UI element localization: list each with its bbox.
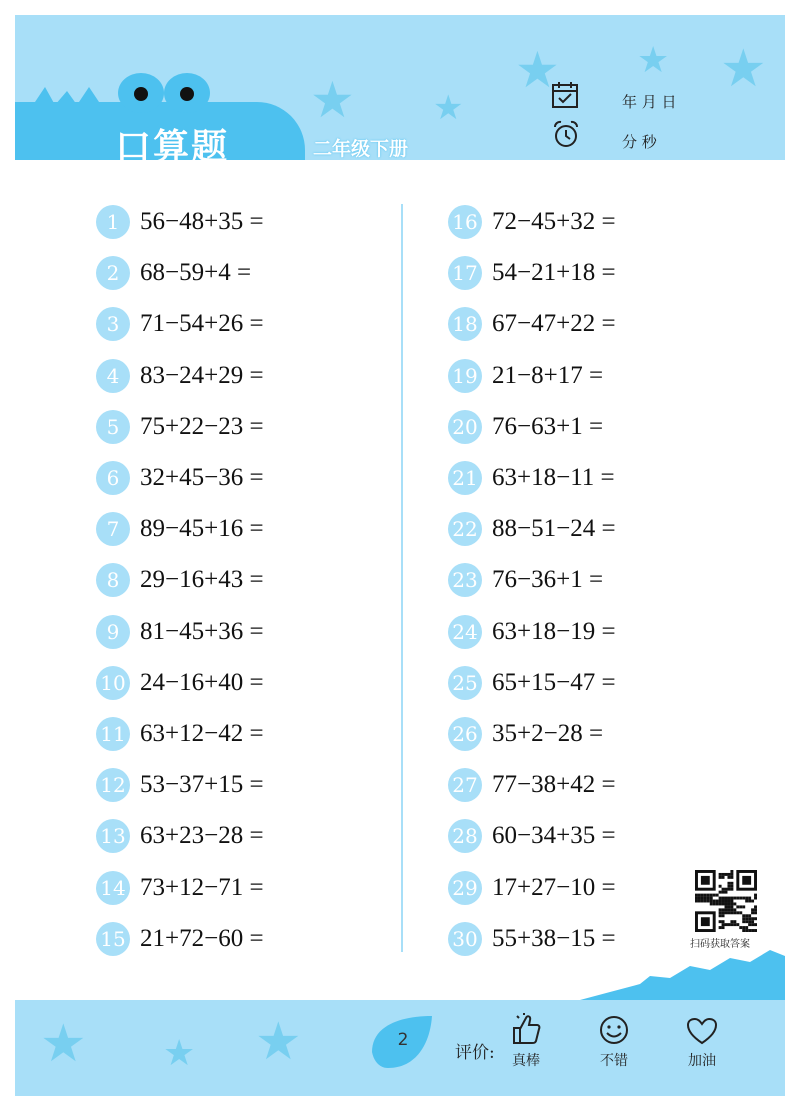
problem-item: [448, 408, 603, 446]
problem-number-badge: 12: [96, 768, 130, 802]
problem-number-badge: 11: [96, 717, 130, 751]
problem-number-badge: 4: [96, 359, 130, 393]
problem-number-badge: 18: [448, 307, 482, 341]
problem-expression: 75+22−23 =: [140, 412, 264, 440]
star-decoration: ★: [40, 1014, 87, 1074]
problem-item: [448, 510, 616, 548]
problem-number-badge: 2: [96, 256, 130, 290]
star-decoration: ★: [433, 88, 464, 128]
problem-number-badge: 5: [96, 410, 130, 444]
page-number: 2: [397, 1030, 409, 1050]
star-decoration: ★: [163, 1033, 196, 1074]
thumbs-up-icon[interactable]: [506, 1012, 546, 1054]
page-title: 口算题: [115, 127, 230, 168]
problem-item: [96, 203, 264, 241]
problem-item: [448, 459, 615, 497]
problem-expression: 68−59+4 =: [140, 259, 252, 287]
problem-number-badge: 30: [448, 922, 482, 956]
star-decoration: ★: [720, 39, 767, 99]
problem-expression: 63+23−28 =: [140, 822, 264, 850]
problem-number-badge: 26: [448, 717, 482, 751]
evaluation-label: 评价:: [455, 1043, 495, 1063]
problem-item: [448, 305, 616, 343]
problem-item: [448, 254, 616, 292]
problem-expression: 73+12−71 =: [140, 873, 264, 901]
star-decoration: ★: [637, 40, 670, 81]
problem-item: [448, 817, 616, 855]
qr-label: 扫码获取答案: [690, 939, 750, 950]
problem-item: [448, 715, 603, 753]
problem-number-badge: 29: [448, 871, 482, 905]
problem-expression: 67−47+22 =: [492, 310, 616, 338]
star-decoration: ★: [515, 41, 560, 99]
problem-expression: 71−54+26 =: [140, 310, 264, 338]
rating-label-good: 不错: [600, 1053, 628, 1069]
star-decoration: ★: [310, 71, 355, 129]
right-eye: [164, 73, 210, 113]
problem-expression: 63+12−42 =: [140, 720, 264, 747]
problem-item: [96, 664, 264, 702]
problem-item: [448, 561, 603, 599]
problem-item: [96, 510, 264, 548]
problem-item: [96, 357, 264, 395]
problem-expression: 83−24+29 =: [140, 361, 264, 389]
star-decoration: ★: [255, 1012, 302, 1072]
problem-number-badge: 22: [448, 512, 482, 546]
problem-item: [448, 613, 616, 651]
problem-item: [96, 305, 264, 343]
problem-item: [96, 766, 264, 804]
column-divider: [401, 204, 403, 952]
problem-number-badge: 17: [448, 256, 482, 290]
header-banner: [15, 15, 785, 168]
problem-expression: 17+27−10 =: [492, 873, 616, 901]
problem-number-badge: 13: [96, 819, 130, 853]
problem-item: [448, 869, 616, 907]
problem-item: [448, 766, 616, 804]
time-label: 分 秒: [622, 133, 657, 151]
problem-number-badge: 15: [96, 922, 130, 956]
problem-number-badge: 16: [448, 205, 482, 239]
problem-number-badge: 8: [96, 563, 130, 597]
problem-number-badge: 24: [448, 615, 482, 649]
problem-item: [96, 408, 264, 446]
problem-number-badge: 27: [448, 768, 482, 802]
problem-expression: 72−45+32 =: [492, 208, 616, 235]
problem-expression: 88−51−24 =: [492, 515, 616, 543]
rating-label-keep-going: 加油: [688, 1053, 716, 1069]
problem-item: [96, 869, 264, 907]
problem-number-badge: 14: [96, 871, 130, 905]
problem-number-badge: 9: [96, 615, 130, 649]
problem-number-badge: 19: [448, 359, 482, 393]
problem-expression: 63+18−19 =: [492, 617, 616, 645]
calendar-icon: [551, 81, 579, 116]
problem-expression: 54−21+18 =: [492, 259, 616, 287]
problem-expression: 35+2−28 =: [492, 720, 604, 747]
problem-expression: 65+15−47 =: [492, 668, 616, 696]
footer-wave: [0, 950, 790, 1005]
alarm-clock-icon: [551, 119, 581, 156]
date-label: 年 月 日: [622, 93, 677, 111]
problem-number-badge: 28: [448, 819, 482, 853]
qr-code: [695, 870, 757, 932]
problem-expression: 56−48+35 =: [140, 208, 264, 235]
problem-item: [448, 357, 603, 395]
problem-expression: 32+45−36 =: [140, 464, 264, 491]
problem-number-badge: 3: [96, 307, 130, 341]
problem-item: [96, 254, 251, 292]
page-subtitle: 二年级下册: [313, 138, 409, 160]
problem-item: [96, 561, 264, 599]
problem-expression: 81−45+36 =: [140, 617, 264, 645]
problem-expression: 21−8+17 =: [492, 361, 604, 389]
problem-number-badge: 1: [96, 205, 130, 239]
problem-expression: 76−63+1 =: [492, 412, 604, 440]
heart-icon[interactable]: [682, 1017, 722, 1053]
problem-item: [448, 203, 616, 241]
problem-expression: 21+72−60 =: [140, 924, 264, 952]
problem-number-badge: 7: [96, 512, 130, 546]
problem-item: [96, 817, 264, 855]
problem-item: [96, 613, 264, 651]
rating-label-great: 真棒: [512, 1053, 540, 1069]
problem-number-badge: 6: [96, 461, 130, 495]
problem-expression: 89−45+16 =: [140, 515, 264, 543]
problem-expression: 24−16+40 =: [140, 668, 264, 696]
left-eye: [118, 73, 164, 113]
smiley-icon[interactable]: [594, 1015, 634, 1053]
problem-expression: 60−34+35 =: [492, 822, 616, 850]
problem-item: [448, 664, 616, 702]
problem-item: [96, 715, 264, 753]
problem-expression: 63+18−11 =: [492, 464, 615, 491]
problem-expression: 77−38+42 =: [492, 771, 616, 799]
problem-expression: 55+38−15 =: [492, 924, 616, 952]
problem-number-badge: 20: [448, 410, 482, 444]
problem-item: [96, 459, 264, 497]
problem-number-badge: 23: [448, 563, 482, 597]
problem-expression: 76−36+1 =: [492, 566, 604, 594]
problem-number-badge: 10: [96, 666, 130, 700]
problem-number-badge: 21: [448, 461, 482, 495]
problem-expression: 53−37+15 =: [140, 771, 264, 799]
problem-expression: 29−16+43 =: [140, 566, 264, 594]
problem-number-badge: 25: [448, 666, 482, 700]
